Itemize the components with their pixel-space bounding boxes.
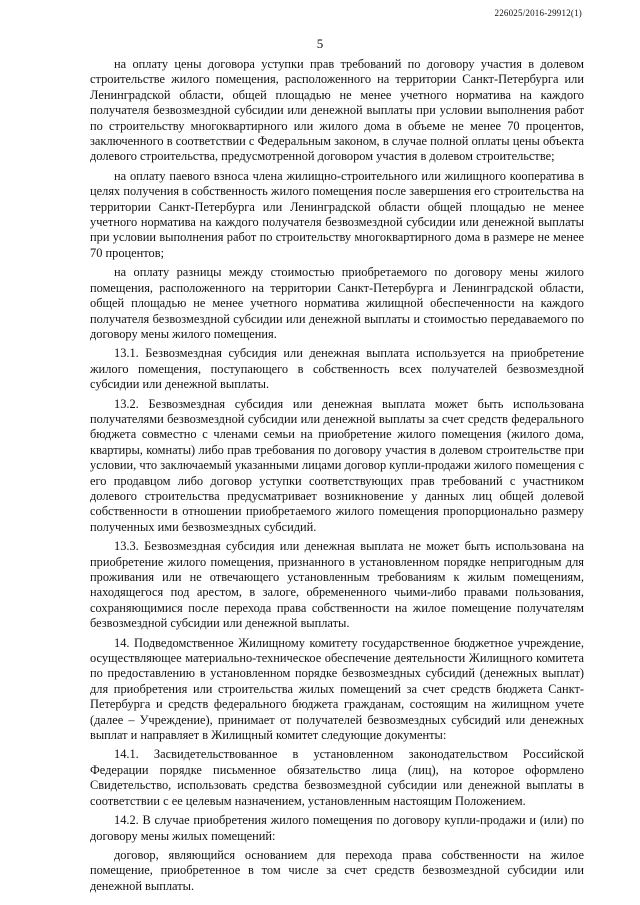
paragraph: 14.1. Засвидетельствованное в установленном законодательством Российской Федерации порядке письменное обязательство лица (лиц), на которое оформлено Свидетельство, использовать средства безвозмездной субсидии или денежной выплаты в соответствии с ее целевым назначением, установленным настоящим Положением. (90, 747, 584, 808)
paragraph: на оплату разницы между стоимостью приобретаемого по договору мены жилого помещения, расположенного на территории Санкт-Петербурга и Ленинградской области, общей площадью не менее учетного норматива жилищной обеспеченности на каждого получателя безвозмездной субсидии или денежной выплаты и стоимостью передаваемого по договору мены жилого помещения. (90, 265, 584, 341)
document-code: 226025/2016-29912(1) (494, 8, 582, 18)
paragraph: 14. Подведомственное Жилищному комитету государственное бюджетное учреждение, осуществляющее материально-техническое обеспечение деятельности Жилищного комитета по предоставлению в установленном порядке безвозмездных субсидий (денежных выплат) для приобретения или строительства жилых помещений за счет средств бюджета Санкт-Петербурга и средств федерального бюджета гражданам, состоящим на жилищном учете (далее – Учреждение), принимает от получателей безвозмездных субсидий или денежных выплат и направляет в Жилищный комитет следующие документы: (90, 635, 584, 743)
paragraph: 13.3. Безвозмездная субсидия или денежная выплата не может быть использована на приобретение жилого помещения, признанного в установленном порядке непригодным для проживания или не отвечающего установленным требованиям к жилым помещениям, находящегося под арестом, в залоге, обремененного чьими-либо правами пользования, сохраняющимися после перехода права собственности на жилое помещение получателям безвозмездной субсидии или денежной выплаты. (90, 539, 584, 631)
page-number: 5 (316, 36, 324, 51)
paragraph: 13.2. Безвозмездная субсидия или денежная выплата может быть использована получателями безвозмездной субсидии или денежной выплаты за счет средств федерального бюджета совместно с членами семьи на приобретение жилого помещения (жилого дома, квартиры, комнаты) либо прав требования по договору участия в долевом строительстве при условии, что заключаемый указанными лицами договор купли-продажи жилого помещения с его продавцом либо договор уступки соответствующих прав требований с участником долевого строительства предусматривает возникновение у данных лиц общей долевой собственности в отношении приобретаемого жилого помещения пропорционально размеру полученных ими безвозмездных субсидий. (90, 396, 584, 534)
document-body (90, 57, 584, 898)
paragraph: 14.2. В случае приобретения жилого помещения по договору купли-продажи и (или) по договору мены жилых помещений: (90, 813, 584, 843)
paragraph: на оплату цены договора уступки прав требований по договору участия в долевом строительстве жилого помещения, расположенного на территории Санкт-Петербурга или Ленинградской области, общей площадью не менее учетного норматива на каждого получателя безвозмездной субсидии или денежной выплаты при условии выполнения работ по строительству многоквартирного или жилого дома в объеме не менее 70 процентов, заключенного в соответствии с Федеральным законом, в случае полной оплаты цены объекта долевого строительства, предусмотренной договором участия в долевом строительстве; (90, 57, 584, 164)
paragraph: договор, являющийся основанием для перехода права собственности на жилое помещение, приобретенное в том числе за счет средств безвозмездной субсидии или денежной выплаты. (90, 847, 584, 893)
paragraph: на оплату паевого взноса члена жилищно-строительного или жилищного кооператива в целях получения в собственность жилого помещения после завершения его строительства на территории Санкт-Петербурга или Ленинградской области общей площадью не менее учетного норматива на каждого получателя безвозмездной субсидии или денежной выплаты при условии выполнения работ по строительству многоквартирного дома в размере не менее 70 процентов; (90, 168, 584, 260)
paragraph: 13.1. Безвозмездная субсидия или денежная выплата используется на приобретение жилого помещения, поступающего в собственность всех получателей безвозмездной субсидии или денежной выплаты. (90, 346, 584, 392)
